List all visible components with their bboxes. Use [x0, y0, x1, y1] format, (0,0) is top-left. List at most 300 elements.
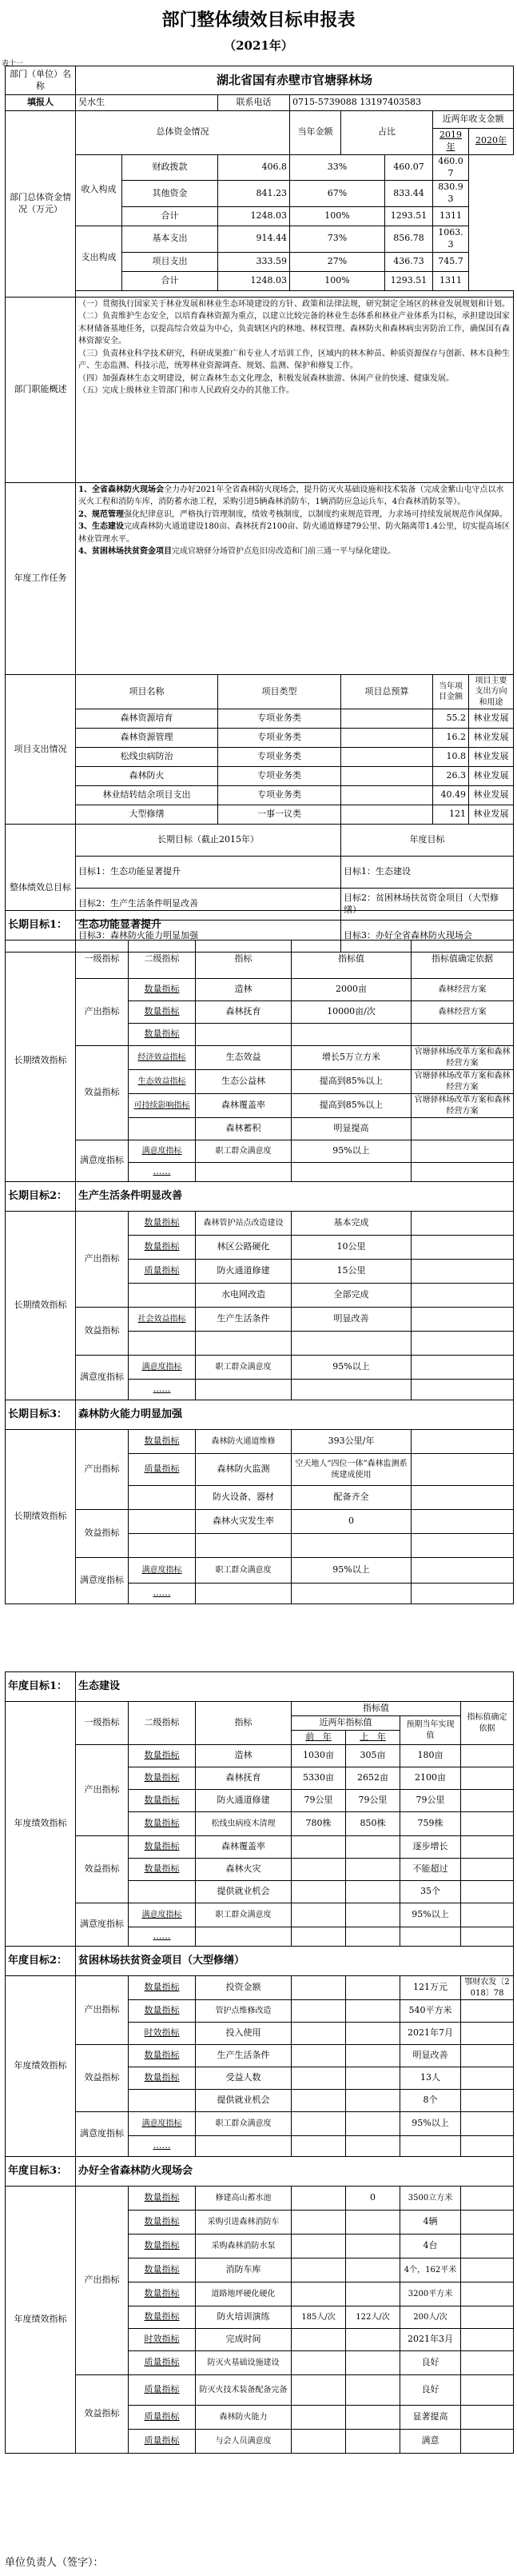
cur: 4个，162平米 — [400, 2258, 461, 2282]
yt-label: 年度目标1： — [6, 1672, 76, 1702]
proj-use: 林业发展 — [469, 805, 514, 825]
fund-row-pct: 73% — [290, 226, 385, 253]
cur: 良好 — [400, 2375, 461, 2406]
proj-budget — [341, 767, 433, 786]
l2: …… — [129, 1584, 196, 1604]
cur: 4辆 — [400, 2211, 461, 2235]
l2: 数量指标 — [129, 2211, 196, 2235]
lt-label: 长期目标2： — [6, 1182, 76, 1212]
ind: 管护点维修改造 — [196, 2000, 292, 2023]
hdr-val: 指标值 — [292, 1702, 461, 1716]
val: 0 — [292, 1510, 412, 1534]
ind: 生态效益 — [196, 1046, 292, 1070]
l2: 数量指标 — [129, 1790, 196, 1812]
function-para: （三）负责林业科学技术研究，科研成果推广和专业人才培训工作，区域内的林木种苗、种质资源保存与创新、林木良种生产、生态监测、科技示范，统筹林业资源调查、规划、监测、保护和修复工作。 — [78, 349, 510, 371]
proj-budget — [341, 748, 433, 767]
year1-header: 2019年 — [433, 129, 469, 155]
val: 95%以上 — [292, 1356, 412, 1380]
l2: 数量指标 — [129, 2067, 196, 2090]
ind: 防火设备、器材 — [196, 1486, 292, 1510]
yt-block-label: 年度绩效指标 — [6, 1976, 76, 2157]
contact-name: 吴水生 — [76, 95, 218, 111]
page-title: 部门整体绩效目标申报表 — [161, 10, 356, 30]
goal-long: 目标3：森林防火能力明显加强 — [76, 921, 341, 953]
lt-block-label: 长期绩效指标 — [6, 941, 76, 1182]
proj-name: 松线虫病防治 — [76, 748, 218, 767]
l2: 数量指标 — [129, 1024, 196, 1046]
proj-cur: 10.8 — [433, 748, 469, 767]
fund-row-name: 财政拨款 — [122, 154, 218, 181]
l2: 数量指标 — [129, 1430, 196, 1454]
ind: 投资金额 — [196, 1976, 292, 2000]
cur: 满意 — [400, 2430, 461, 2454]
l1: 满意度指标 — [76, 2112, 129, 2157]
val: 95%以上 — [292, 1558, 412, 1584]
proj-type: 专项业务类 — [218, 786, 341, 805]
fund-row-y2: 830.93 — [433, 181, 469, 207]
cur: 95%以上 — [400, 2112, 461, 2136]
proj-budget — [341, 786, 433, 805]
l1: 效益指标 — [76, 2045, 129, 2112]
l1: 效益指标 — [76, 1046, 129, 1140]
ind: 提供就业机会 — [196, 2090, 292, 2112]
l1: 满意度指标 — [76, 1356, 129, 1400]
funds-section-label: 部门总体资金情况（万元） — [6, 111, 76, 298]
l1: 满意度指标 — [76, 1140, 129, 1182]
l2: 数量指标 — [129, 2000, 196, 2023]
proj-header: 当年项目金额 — [433, 674, 469, 709]
hdr: 二级指标 — [129, 941, 196, 979]
fund-row-y2: 460.07 — [433, 154, 469, 181]
l1: 效益指标 — [76, 1308, 129, 1356]
l2: 满意度指标 — [129, 1903, 196, 1927]
function-label: 部门职能概述 — [6, 297, 76, 482]
l2: 数量指标 — [129, 1976, 196, 2000]
plan-item: 4、贫困林场扶贫资金项目完成官塘驿分场管护点危旧房改造和门前三通一平与绿化建设。 — [78, 547, 396, 557]
l2: 数量指标 — [129, 1836, 196, 1859]
proj-budget — [341, 729, 433, 748]
fund-row-y1: 1293.51 — [385, 271, 433, 290]
l2: 时效指标 — [129, 2329, 196, 2351]
ind: 防火通道修建 — [196, 1790, 292, 1812]
fund-row-amt: 1248.03 — [218, 207, 290, 226]
dept-label: 部门（单位）名称 — [6, 66, 76, 95]
hdr-name: 指标 — [196, 1702, 292, 1745]
hdr-last: 上 年 — [346, 1731, 400, 1745]
goal-year: 目标3：办好全省森林防火现场会 — [341, 921, 514, 953]
ind: 职工群众满意度 — [196, 1140, 292, 1163]
basis: 官塘驿林场改革方案和森林经营方案 — [412, 1094, 514, 1118]
cur: 不能超过 — [400, 1859, 461, 1881]
goals-year-head: 年度目标 — [341, 825, 514, 857]
hdr-prev: 前 年 — [292, 1731, 346, 1745]
lt-block-label: 长期绩效指标 — [6, 1212, 76, 1400]
val: 10公里 — [292, 1236, 412, 1260]
val: 10000亩/次 — [292, 1001, 412, 1024]
proj-header: 项目总预算 — [341, 674, 433, 709]
basis: 鄂财农发〔2018〕78 — [461, 1976, 514, 2000]
yt-label: 年度目标3： — [6, 2157, 76, 2187]
l2: 经济效益指标 — [129, 1046, 196, 1070]
val: 基本完成 — [292, 1212, 412, 1236]
signature-line: 单位负责人（签字）： — [5, 2557, 104, 2569]
contact-label: 填报人 — [6, 95, 76, 111]
l1: 产出指标 — [76, 2187, 129, 2375]
l2: …… — [129, 1927, 196, 1947]
plan-item: 3、生态建设完成森林防火通道建设180亩、森林抚育2100亩、防火通道修建79公里、防火隔离带1.4公里，切实提高场区林业管理水平。 — [78, 522, 511, 544]
table-number: 表十一 — [2, 60, 24, 68]
long-term-targets — [5, 910, 514, 1604]
val: 15公里 — [292, 1260, 412, 1284]
ind: 职工群众满意度 — [196, 1903, 292, 1927]
l1: 效益指标 — [76, 1836, 129, 1903]
proj-use: 林业发展 — [469, 786, 514, 805]
l2: 质量指标 — [129, 2351, 196, 2375]
val: 明显改善 — [292, 1308, 412, 1332]
proj-use: 林业发展 — [469, 729, 514, 748]
l2: 数量指标 — [129, 2235, 196, 2258]
val: 提高到85%以上 — [292, 1094, 412, 1118]
y2: 2652亩 — [346, 1767, 400, 1790]
l2: …… — [129, 1163, 196, 1182]
fund-row-name: 基本支出 — [122, 226, 218, 253]
val: 2000亩 — [292, 979, 412, 1001]
val: 393公里/年 — [292, 1430, 412, 1454]
hdr-l1: 一级指标 — [76, 1702, 129, 1745]
year-targets — [5, 1671, 514, 2454]
hdr: 指标 — [196, 941, 292, 979]
cur-year-header: 当年金额 — [290, 111, 341, 155]
proj-type: 一事一议类 — [218, 805, 341, 825]
ind: 森林防火能力 — [196, 2406, 292, 2430]
proj-name: 森林防火 — [76, 767, 218, 786]
y1: 5330亩 — [292, 1767, 346, 1790]
y1: 1030亩 — [292, 1745, 346, 1767]
y2: 0 — [346, 2187, 400, 2211]
y2: 79公里 — [346, 1790, 400, 1812]
val: 空天地人“四位一体”森林监测系统建成使用 — [292, 1454, 412, 1486]
lt-title: 生产生活条件明显改善 — [76, 1182, 514, 1212]
cur: 4台 — [400, 2235, 461, 2258]
l2: 数量指标 — [129, 1001, 196, 1024]
ind: 森林抚育 — [196, 1001, 292, 1024]
proj-cur: 16.2 — [433, 729, 469, 748]
cur: 3200平方米 — [400, 2282, 461, 2306]
l2: 质量指标 — [129, 1260, 196, 1284]
l2: …… — [129, 2136, 196, 2157]
hdr-basis: 指标值确定依据 — [461, 1702, 514, 1745]
l1: 效益指标 — [76, 1510, 129, 1558]
hdr: 指标值确定依据 — [412, 941, 514, 979]
fund-row-y1: 1293.51 — [385, 207, 433, 226]
val: 提高到85%以上 — [292, 1070, 412, 1094]
proj-use: 林业发展 — [469, 748, 514, 767]
function-para: （一）贯彻执行国家关于林业发展和林业生态环境建设的方针、政策和法律法规，研究制定全场区的林业发展规划和计划。 — [78, 299, 510, 309]
ind: 生态公益林 — [196, 1070, 292, 1094]
ind: 防灭火基础设施建设 — [196, 2351, 292, 2375]
cur: 95%以上 — [400, 1903, 461, 1927]
l1: 产出指标 — [76, 979, 129, 1046]
proj-budget — [341, 805, 433, 825]
proj-cur: 55.2 — [433, 709, 469, 729]
ind: 修建高山蓄水池 — [196, 2187, 292, 2211]
l2: 满意度指标 — [129, 1140, 196, 1163]
proj-name: 森林资源管理 — [76, 729, 218, 748]
ind: 松线虫病疫木清理 — [196, 1812, 292, 1836]
cur: 显著提高 — [400, 2406, 461, 2430]
l2: 满意度指标 — [129, 1558, 196, 1584]
cur: 35个 — [400, 1881, 461, 1903]
l1: 效益指标 — [76, 2375, 129, 2454]
y2: 305亩 — [346, 1745, 400, 1767]
val: 增长5万立方米 — [292, 1046, 412, 1070]
fund-row-amt: 333.59 — [218, 252, 290, 271]
ind: 提供就业机会 — [196, 1881, 292, 1903]
proj-type: 专项业务类 — [218, 748, 341, 767]
val: 明显提高 — [292, 1118, 412, 1140]
phone-value: 0715-5739088 13197403583 — [290, 95, 514, 111]
income-label: 收入构成 — [76, 154, 122, 226]
lt-title: 生态功能显著提升 — [76, 911, 514, 941]
phone-label: 联系电话 — [218, 95, 290, 111]
l2: 可持续影响指标 — [129, 1094, 196, 1118]
l2: 数量指标 — [129, 1745, 196, 1767]
y1: 185人/次 — [292, 2306, 346, 2329]
year2-header: 2020年 — [469, 129, 514, 155]
cur: 13人 — [400, 2067, 461, 2090]
l1: 产出指标 — [76, 1745, 129, 1836]
l1: 满意度指标 — [76, 1903, 129, 1947]
proj-header: 项目名称 — [76, 674, 218, 709]
ind: 林区公路硬化 — [196, 1236, 292, 1260]
ind: 森林蓄积 — [196, 1118, 292, 1140]
lt-label: 长期目标1： — [6, 911, 76, 941]
ind: 受益人数 — [196, 2067, 292, 2090]
proj-cur: 40.49 — [433, 786, 469, 805]
history-header: 近两年收支金额 — [433, 111, 514, 129]
fund-row-name: 项目支出 — [122, 252, 218, 271]
ind: 森林抚育 — [196, 1767, 292, 1790]
proj-header: 项目类型 — [218, 674, 341, 709]
l2: 数量指标 — [129, 2258, 196, 2282]
basis: 森林经营方案 — [412, 979, 514, 1001]
ind: 与会人员满意度 — [196, 2430, 292, 2454]
projects-label: 项目支出情况 — [6, 674, 76, 825]
cur: 79公里 — [400, 1790, 461, 1812]
ind: 生产生活条件 — [196, 1308, 292, 1332]
proj-name: 林业结转结余项目支出 — [76, 786, 218, 805]
plan-label: 年度工作任务 — [6, 482, 76, 674]
y2: 122人/次 — [346, 2306, 400, 2329]
fund-row-pct: 100% — [290, 207, 385, 226]
funds-header: 总体资金情况 — [76, 111, 290, 155]
ind: 职工群众满意度 — [196, 1356, 292, 1380]
ind: 采购森林消防水泵 — [196, 2235, 292, 2258]
ind: 职工群众满意度 — [196, 1558, 292, 1584]
l2: 数量指标 — [129, 1767, 196, 1790]
val: 配备齐全 — [292, 1486, 412, 1510]
lt-block-label: 长期绩效指标 — [6, 1430, 76, 1604]
l2: 社会效益指标 — [129, 1308, 196, 1332]
goal-year: 目标1：生态建设 — [341, 857, 514, 889]
fund-row-name: 合计 — [122, 207, 218, 226]
l1: 满意度指标 — [76, 1558, 129, 1604]
fund-row-y1: 436.73 — [385, 252, 433, 271]
l1: 产出指标 — [76, 1430, 129, 1510]
ind: 森林火灾 — [196, 1859, 292, 1881]
l2: 时效指标 — [129, 2023, 196, 2045]
cur: 良好 — [400, 2351, 461, 2375]
cur: 180亩 — [400, 1745, 461, 1767]
overview-table — [5, 66, 514, 953]
proj-type: 专项业务类 — [218, 767, 341, 786]
l1: 产出指标 — [76, 1976, 129, 2045]
cur: 2021年3月 — [400, 2329, 461, 2351]
fund-row-name: 其他资金 — [122, 181, 218, 207]
hdr: 指标值 — [292, 941, 412, 979]
cur: 540平方米 — [400, 2000, 461, 2023]
proj-name: 大型修缮 — [76, 805, 218, 825]
l2: …… — [129, 1380, 196, 1400]
l2: 数量指标 — [129, 979, 196, 1001]
l2: 质量指标 — [129, 1454, 196, 1486]
ind: 防灭火技术装备配备完备 — [196, 2375, 292, 2406]
fund-row-y1: 833.44 — [385, 181, 433, 207]
goals-long-head: 长期目标（截止2015年） — [76, 825, 341, 857]
plan-text — [76, 482, 514, 674]
proj-use: 林业发展 — [469, 709, 514, 729]
ind: 投入使用 — [196, 2023, 292, 2045]
ind: 森林覆盖率 — [196, 1836, 292, 1859]
proj-budget — [341, 709, 433, 729]
goals-label: 整体绩效总目标 — [6, 825, 76, 953]
basis: 官塘驿林场改革方案和森林经营方案 — [412, 1046, 514, 1070]
proj-type: 专项业务类 — [218, 709, 341, 729]
ind: 造林 — [196, 1745, 292, 1767]
l2: 生态效益指标 — [129, 1070, 196, 1094]
y1: 780株 — [292, 1812, 346, 1836]
yt-title: 贫困林场扶贫资金项目（大型修缮） — [76, 1947, 514, 1976]
l2: 质量指标 — [129, 2406, 196, 2430]
report-year: （2021年） — [224, 38, 293, 53]
y1: 79公里 — [292, 1790, 346, 1812]
hdr-l2: 二级指标 — [129, 1702, 196, 1745]
ind: 森林防火监测 — [196, 1454, 292, 1486]
fund-row-y2: 1063.3 — [433, 226, 469, 253]
ind: 造林 — [196, 979, 292, 1001]
l2: 数量指标 — [129, 2187, 196, 2211]
hdr: 一级指标 — [76, 941, 129, 979]
l2: 数量指标 — [129, 1212, 196, 1236]
l2: 满意度指标 — [129, 1356, 196, 1380]
l2: 数量指标 — [129, 1236, 196, 1260]
fund-row-pct: 27% — [290, 252, 385, 271]
val: 全部完成 — [292, 1284, 412, 1308]
proj-cur: 26.3 — [433, 767, 469, 786]
l2: 质量指标 — [129, 2430, 196, 2454]
cur: 200人/次 — [400, 2306, 461, 2329]
ind: 防火通道修建 — [196, 1260, 292, 1284]
yt-block-label: 年度绩效指标 — [6, 2187, 76, 2454]
fund-row-amt: 841.23 — [218, 181, 290, 207]
cur: 121万元 — [400, 1976, 461, 2000]
expense-label: 支出构成 — [76, 226, 122, 291]
goal-long: 目标1：生态功能显著提升 — [76, 857, 341, 889]
y2: 850株 — [346, 1812, 400, 1836]
fund-row-y2: 1311 — [433, 207, 469, 226]
ind: 消防车库 — [196, 2258, 292, 2282]
ratio-header: 占比 — [341, 111, 433, 155]
fund-row-pct: 33% — [290, 154, 385, 181]
cur: 2021年7月 — [400, 2023, 461, 2045]
l2: 满意度指标 — [129, 2112, 196, 2136]
l2: 数量指标 — [129, 1859, 196, 1881]
l2: 数量指标 — [129, 2282, 196, 2306]
proj-type: 专项业务类 — [218, 729, 341, 748]
l1: 产出指标 — [76, 1212, 129, 1308]
hdr-target: 预期当年实现值 — [400, 1716, 461, 1745]
ind: 道路地坪硬化硬化 — [196, 2282, 292, 2306]
dept-name: 湖北省国有赤壁市官塘驿林场 — [76, 66, 514, 95]
ind: 森林防火通道维修 — [196, 1430, 292, 1454]
function-para: （五）完成上级林业主管部门和市人民政府交办的其他工作。 — [78, 386, 294, 396]
fund-row-y2: 1311 — [433, 271, 469, 290]
fund-row-pct: 100% — [290, 271, 385, 290]
proj-cur: 121 — [433, 805, 469, 825]
ind: 采购引进森林消防车 — [196, 2211, 292, 2235]
yt-title: 生态建设 — [76, 1672, 514, 1702]
hdr-hist: 近两年指标值 — [292, 1716, 400, 1731]
fund-row-amt: 1248.03 — [218, 271, 290, 290]
proj-use: 林业发展 — [469, 767, 514, 786]
ind: 森林火灾发生率 — [196, 1510, 292, 1534]
cur: 明显改善 — [400, 2045, 461, 2067]
proj-header: 项目主要支出方向和用途 — [469, 674, 514, 709]
cur: 8个 — [400, 2090, 461, 2112]
ind: 防火培训演练 — [196, 2306, 292, 2329]
plan-item: 1、全省森林防火现场会全力办好2021年全省森林防火现场会，提升防灭火基础设施和技术装备（完成金紫山屯守点以水灭火工程和消防车库，消防蓄水池工程，采购引进5辆森林消防车，1辆消防应急运兵车，4台森林消防泵等）。 — [78, 485, 504, 507]
cur: 3500立方米 — [400, 2187, 461, 2211]
basis: 森林经营方案 — [412, 1001, 514, 1024]
ind: 森林覆盖率 — [196, 1094, 292, 1118]
function-para: （四）加强森林生态文明建设，树立森林生态文化理念，积极发展森林旅游、休闲产业的快速、健康发展。 — [78, 373, 454, 383]
ind: 完成时间 — [196, 2329, 292, 2351]
cur: 逐步增长 — [400, 1836, 461, 1859]
l2: 数量指标 — [129, 1812, 196, 1836]
cur: 759株 — [400, 1812, 461, 1836]
ind: 水电网改造 — [196, 1284, 292, 1308]
fund-row-y2: 745.7 — [433, 252, 469, 271]
l2: 数量指标 — [129, 2045, 196, 2067]
fund-row-name: 合计 — [122, 271, 218, 290]
val: 95%以上 — [292, 1140, 412, 1163]
lt-label: 长期目标3： — [6, 1400, 76, 1430]
l2: 质量指标 — [129, 2375, 196, 2406]
yt-block-label: 年度绩效指标 — [6, 1702, 76, 1947]
cur: 2100亩 — [400, 1767, 461, 1790]
fund-row-amt: 914.44 — [218, 226, 290, 253]
fund-row-y1: 460.07 — [385, 154, 433, 181]
goal-year: 目标2：贫困林场扶贫资金项目（大型修缮） — [341, 889, 514, 921]
yt-label: 年度目标2： — [6, 1947, 76, 1976]
fund-row-pct: 67% — [290, 181, 385, 207]
plan-item: 2、规范管理强化纪律意识，严格执行管理制度，绩效考核制度，以制度约束规范管理，力求场可持续发展规范作风保障。 — [78, 509, 507, 519]
l2: 数量指标 — [129, 2306, 196, 2329]
fund-row-amt: 406.8 — [218, 154, 290, 181]
function-para: （二）负责维护生态安全，以培育森林资源为重点，以建立比较完备的林业生态体系和林业产业体系为目标，承担建设国家木材储备基地任务，以提高综合效益为中心，负责辖区内的林地、林权管理、森林防火和森林病虫害防治工作，确保国有森林资源安全。 — [78, 312, 510, 346]
proj-name: 森林资源培育 — [76, 709, 218, 729]
ind: 森林管护站点改造建设 — [196, 1212, 292, 1236]
